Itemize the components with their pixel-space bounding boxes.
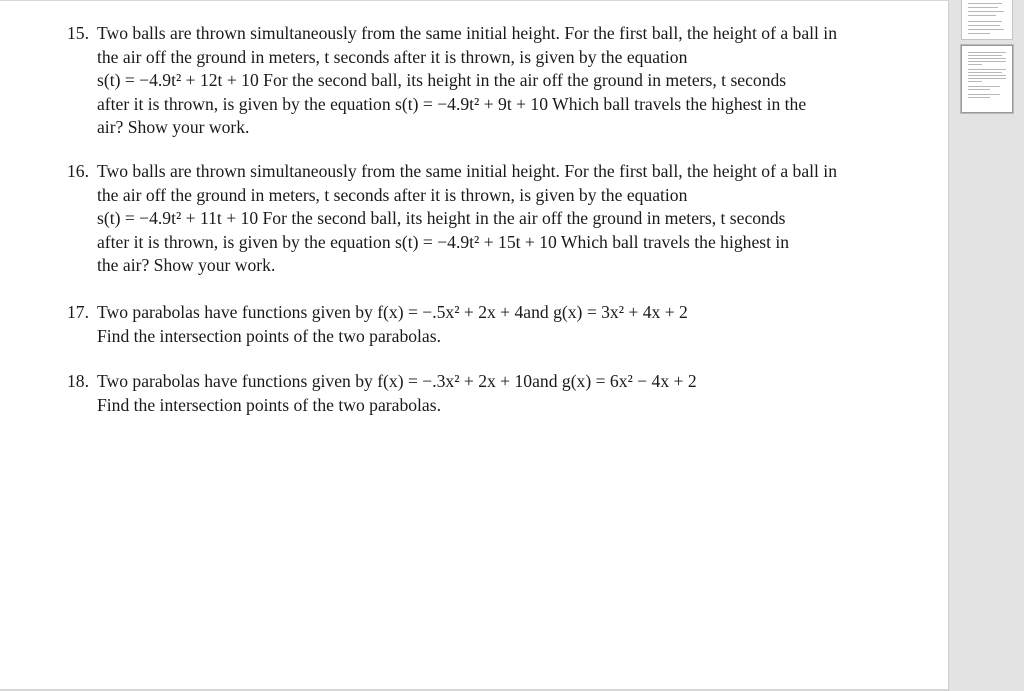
problem-line: the air? Show your work. xyxy=(97,255,276,276)
problem-line: Find the intersection points of the two parabolas. xyxy=(97,325,441,346)
problem-16 xyxy=(67,160,937,278)
problem-line: Find the intersection points of the two parabolas. xyxy=(97,394,441,415)
page-thumbnail-1[interactable] xyxy=(961,0,1013,40)
problem-line: after it is thrown, is given by the equation s(t) = −4.9t² + 15t + 10 Which ball travels the highest in xyxy=(97,231,790,252)
page-thumbnail-2[interactable] xyxy=(961,45,1013,113)
problem-line: Two balls are thrown simultaneously from the same initial height. For the first ball, the height of a ball in xyxy=(97,161,837,181)
problem-number: 18. xyxy=(67,371,89,391)
problem-line: air? Show your work. xyxy=(97,117,250,138)
problem-18 xyxy=(67,370,937,417)
problem-line: the air off the ground in meters, t seconds after it is thrown, is given by the equation xyxy=(97,184,688,205)
previous-text-clip xyxy=(0,0,948,4)
problem-line: s(t) = −4.9t² + 11t + 10 For the second ball, its height in the air off the ground in meters, t seconds xyxy=(97,208,786,229)
problem-line: after it is thrown, is given by the equation s(t) = −4.9t² + 9t + 10 Which ball travels the highest in the xyxy=(97,93,807,114)
problem-body xyxy=(97,160,937,278)
problem-line: Two parabolas have functions given by f(x) = −.5x² + 2x + 4and g(x) = 3x² + 4x + 2 xyxy=(97,302,688,322)
problem-line: the air off the ground in meters, t seconds after it is thrown, is given by the equation xyxy=(97,46,688,67)
problem-body xyxy=(97,22,937,140)
problem-line: Two balls are thrown simultaneously from the same initial height. For the first ball, the height of a ball in xyxy=(97,23,837,43)
problem-body xyxy=(97,370,937,417)
problem-number: 17. xyxy=(67,302,89,322)
thumbnail-sidebar[interactable] xyxy=(948,0,1024,691)
problem-number: 16. xyxy=(67,161,89,181)
problem-body xyxy=(97,301,937,348)
problem-line: Two parabolas have functions given by f(x) = −.3x² + 2x + 10and g(x) = 6x² − 4x + 2 xyxy=(97,371,697,391)
problem-line: s(t) = −4.9t² + 12t + 10 For the second ball, its height in the air off the ground in meters, t seconds xyxy=(97,70,787,91)
problem-15 xyxy=(67,22,937,140)
problem-number: 15. xyxy=(67,23,89,43)
problem-17 xyxy=(67,301,937,348)
